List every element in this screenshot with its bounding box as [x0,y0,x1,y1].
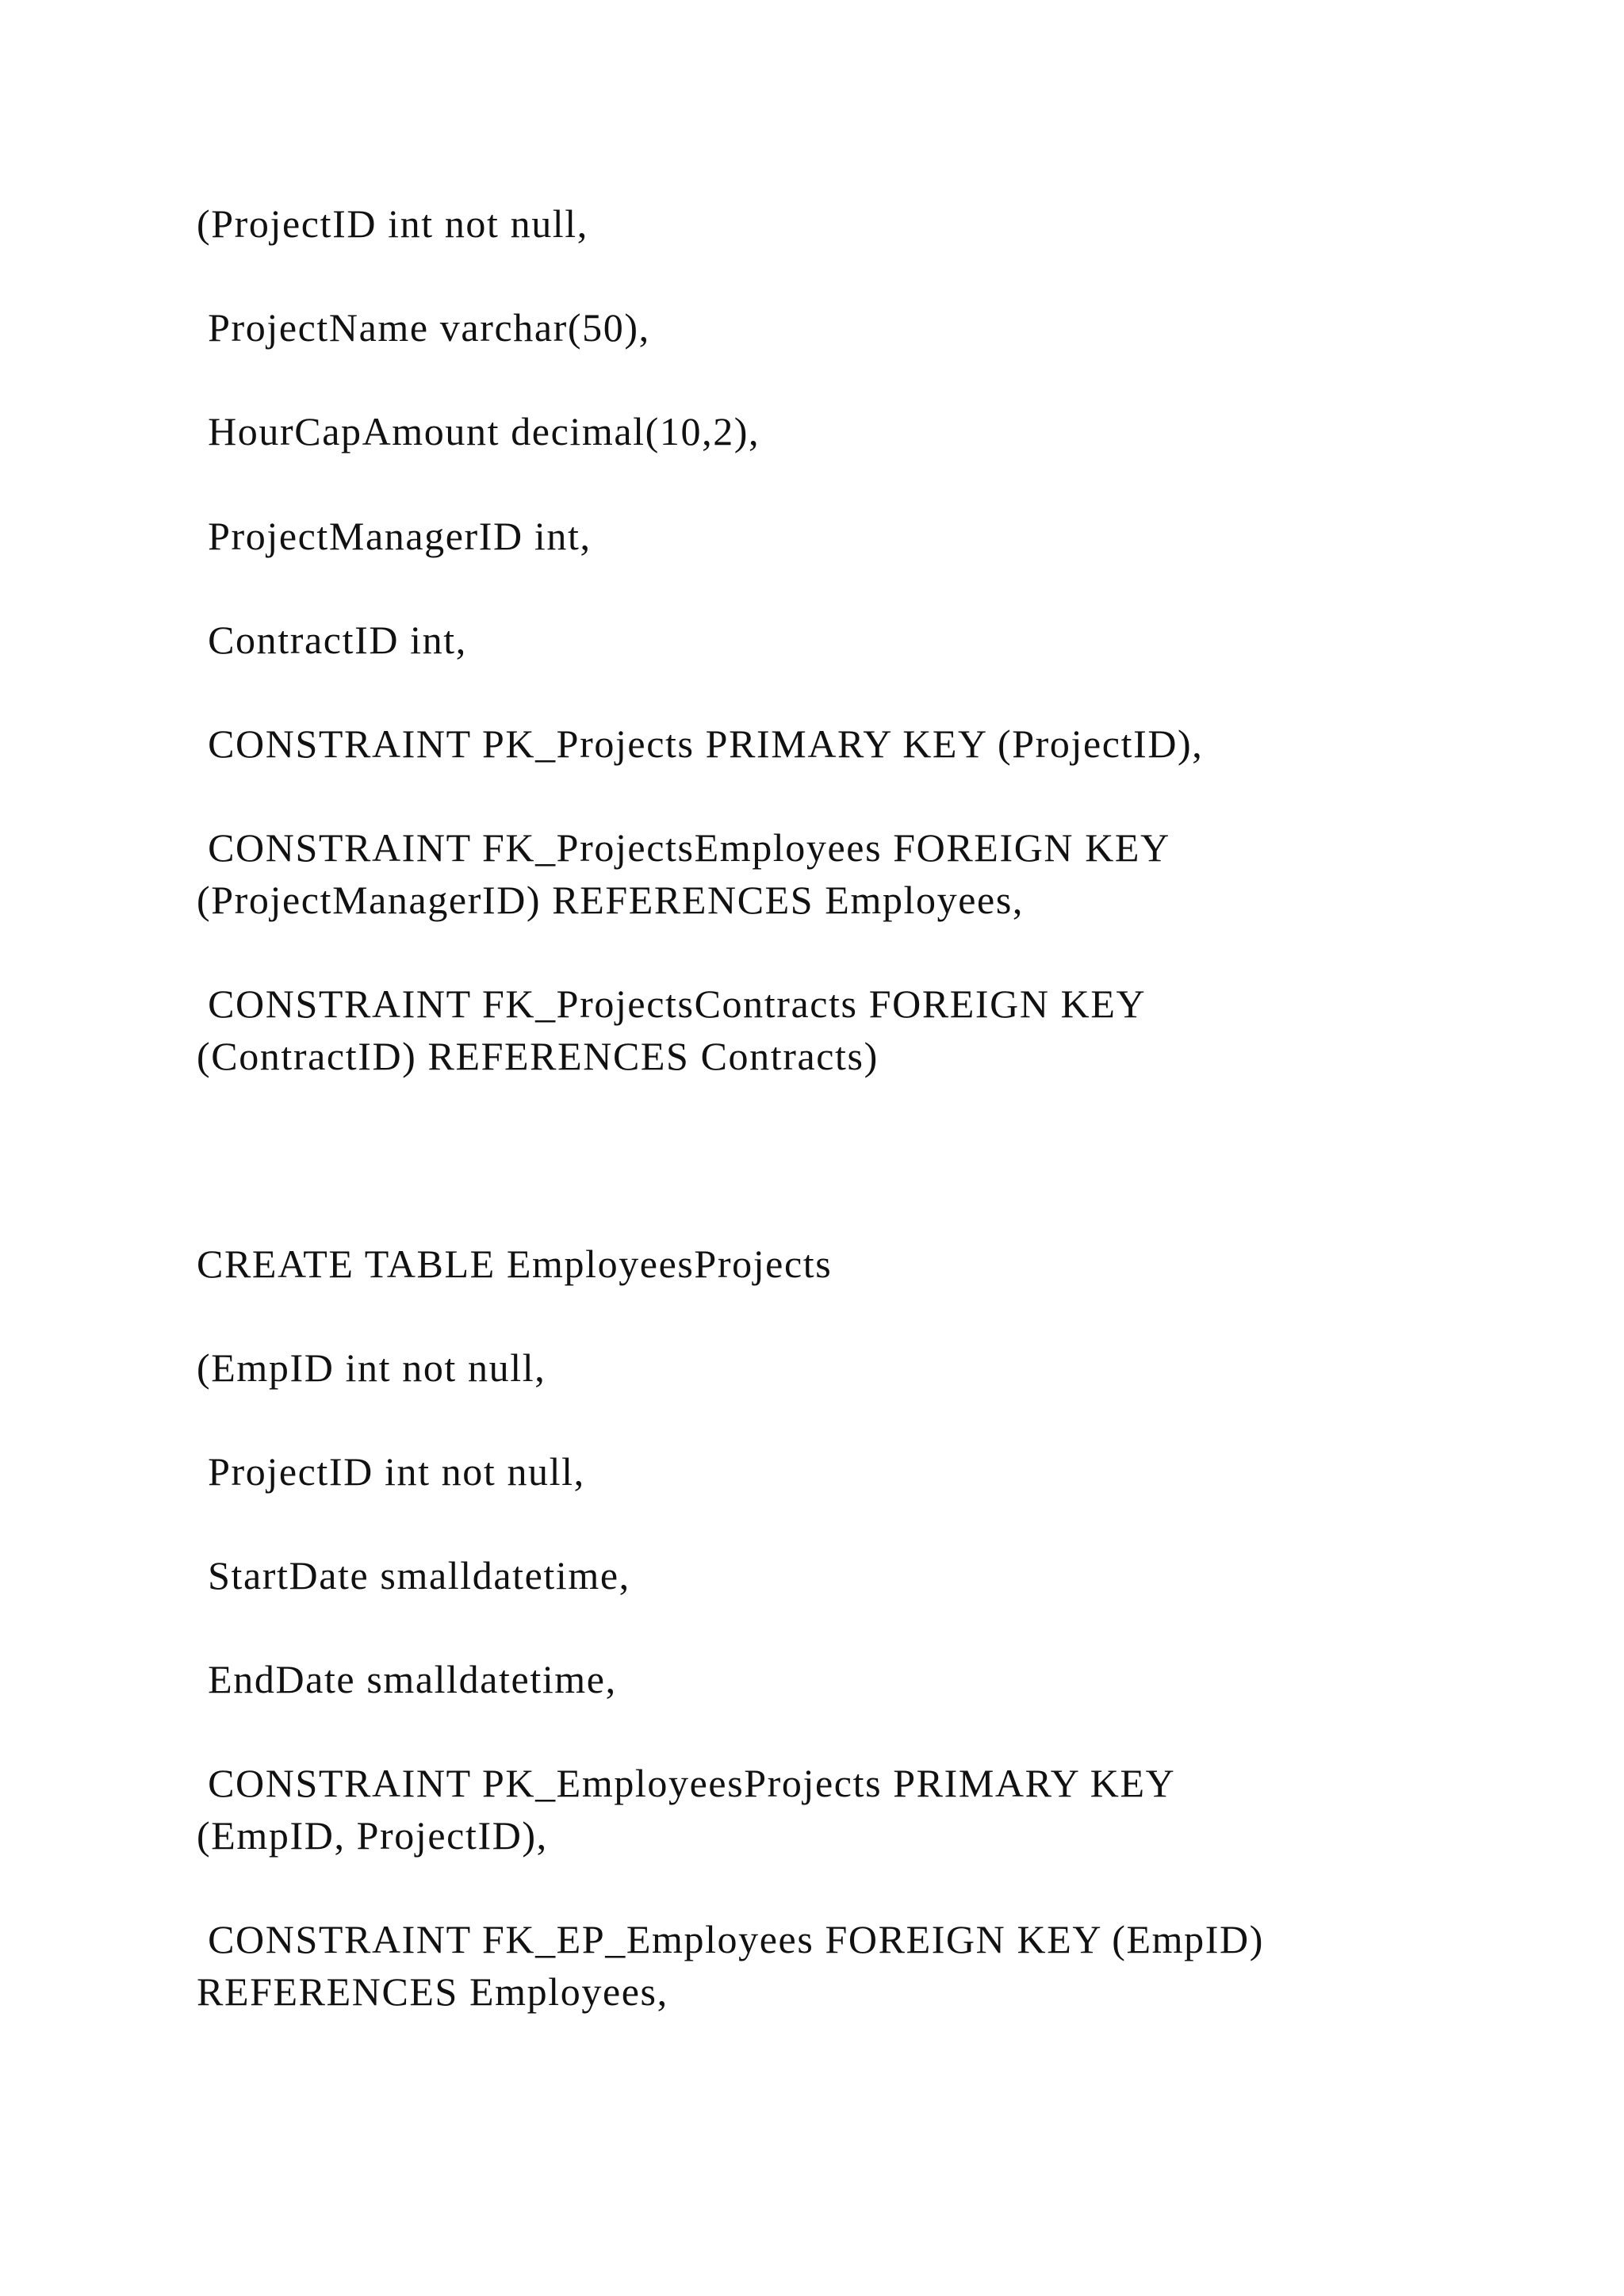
text-line: (ProjectManagerID) REFERENCES Employees, [197,878,1024,922]
text-line: CONSTRAINT FK_ProjectsEmployees FOREIGN KEY [197,825,1170,870]
text-line: CONSTRAINT PK_Projects PRIMARY KEY (ProjectID), [197,721,1204,766]
text-line: CREATE TABLE EmployeesProjects [197,1242,833,1286]
text-line: HourCapAmount decimal(10,2), [197,409,760,453]
text-line: CONSTRAINT FK_ProjectsContracts FOREIGN KEY [197,982,1147,1026]
text-line: ProjectName varchar(50), [197,305,650,350]
text-line: (ProjectID int not null, [197,201,588,246]
text-line: EndDate smalldatetime, [197,1657,617,1701]
text-line: StartDate smalldatetime, [197,1553,630,1598]
text-line: (EmpID, ProjectID), [197,1813,548,1858]
text-line: ProjectID int not null, [197,1449,585,1494]
text-line: ProjectManagerID int, [197,514,592,558]
text-line: CONSTRAINT FK_EP_Employees FOREIGN KEY (EmpID) [197,1917,1264,1961]
text-line: CONSTRAINT PK_EmployeesProjects PRIMARY KEY [197,1761,1176,1805]
text-line: (EmpID int not null, [197,1345,546,1390]
text-line: ContractID int, [197,618,467,662]
text-line: (ContractID) REFERENCES Contracts) [197,1034,879,1078]
text-line: REFERENCES Employees, [197,1969,668,2014]
